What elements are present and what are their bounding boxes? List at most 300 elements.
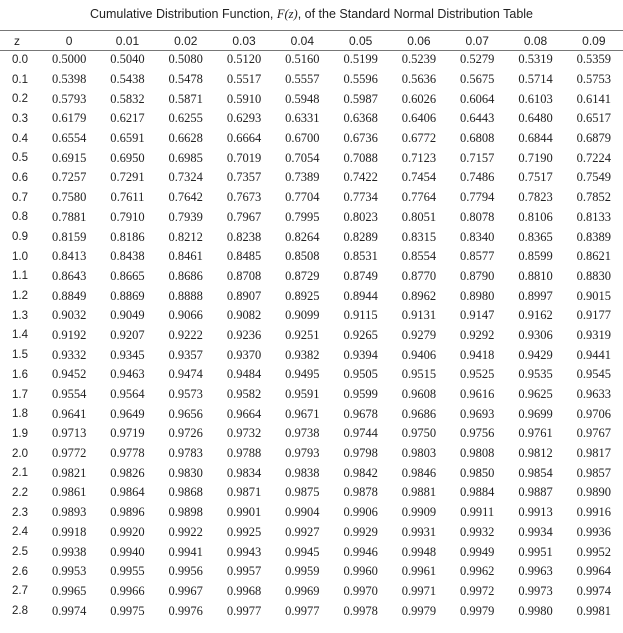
probability-cell: 0.9803 — [401, 446, 437, 461]
probability-cell: 0.8907 — [226, 288, 262, 303]
probability-cell: 0.5948 — [285, 91, 320, 106]
probability-cell: 0.9345 — [110, 347, 145, 362]
probability-cell: 0.9265 — [343, 327, 378, 342]
probability-cell: 0.7190 — [518, 150, 553, 165]
probability-cell: 0.9875 — [285, 485, 320, 500]
probability-cell: 0.5359 — [576, 52, 612, 67]
probability-cell: 0.6591 — [110, 131, 145, 146]
z-value-cell: 0.2 — [12, 93, 28, 106]
probability-cell: 0.9936 — [576, 524, 612, 539]
probability-cell: 0.9649 — [110, 406, 145, 421]
probability-cell: 0.9960 — [343, 564, 378, 579]
probability-cell: 0.9686 — [401, 406, 437, 421]
probability-cell: 0.5000 — [51, 52, 87, 67]
table-row — [0, 463, 623, 483]
z-value-cell: 0.9 — [12, 231, 28, 244]
probability-cell: 0.9279 — [401, 327, 437, 342]
probability-cell: 0.8413 — [51, 249, 87, 264]
probability-cell: 0.9738 — [285, 426, 320, 441]
z-value-cell: 0.1 — [12, 73, 28, 86]
z-value-cell: 2.4 — [12, 526, 28, 539]
probability-cell: 0.7357 — [226, 170, 262, 185]
z-value-cell: 1.4 — [12, 329, 28, 342]
z-value-cell: 1.2 — [12, 290, 28, 303]
probability-cell: 0.9940 — [110, 544, 145, 559]
probability-cell: 0.9920 — [110, 524, 145, 539]
table-row — [0, 129, 623, 149]
probability-cell: 0.9980 — [518, 603, 553, 618]
probability-cell: 0.6255 — [168, 111, 203, 126]
probability-cell: 0.9778 — [110, 446, 145, 461]
probability-cell: 0.7823 — [518, 190, 553, 205]
probability-cell: 0.9964 — [576, 564, 612, 579]
table-row — [0, 168, 623, 188]
probability-cell: 0.8749 — [343, 268, 378, 283]
table-row — [0, 148, 623, 168]
probability-cell: 0.8925 — [285, 288, 320, 303]
probability-cell: 0.9925 — [226, 524, 262, 539]
probability-cell: 0.9656 — [168, 406, 203, 421]
probability-cell: 0.9948 — [401, 544, 437, 559]
probability-cell: 0.7673 — [226, 190, 262, 205]
z-value-cell: 1.6 — [12, 368, 28, 381]
probability-cell: 0.9808 — [460, 446, 495, 461]
probability-cell: 0.9032 — [51, 308, 87, 323]
probability-cell: 0.9974 — [576, 583, 612, 598]
probability-cell: 0.8485 — [226, 249, 262, 264]
probability-cell: 0.9418 — [460, 347, 495, 362]
table-row — [0, 424, 623, 444]
probability-cell: 0.8051 — [401, 209, 437, 224]
table-row — [0, 404, 623, 424]
probability-cell: 0.7549 — [576, 170, 612, 185]
table-row — [0, 50, 623, 70]
probability-cell: 0.6844 — [518, 131, 553, 146]
table-body — [0, 50, 623, 621]
probability-cell: 0.9854 — [518, 465, 553, 480]
table-row — [0, 267, 623, 287]
probability-cell: 0.9887 — [518, 485, 553, 500]
probability-cell: 0.9406 — [401, 347, 437, 362]
probability-cell: 0.9616 — [460, 387, 495, 402]
probability-cell: 0.9977 — [285, 603, 320, 618]
z-value-cell: 0.7 — [12, 191, 28, 204]
probability-cell: 0.9979 — [460, 603, 495, 618]
probability-cell: 0.8461 — [168, 249, 203, 264]
probability-cell: 0.9633 — [576, 387, 612, 402]
probability-cell: 0.9599 — [343, 387, 378, 402]
probability-cell: 0.9918 — [51, 524, 87, 539]
probability-cell: 0.9957 — [226, 564, 262, 579]
probability-cell: 0.5199 — [343, 52, 378, 67]
probability-cell: 0.5040 — [110, 52, 145, 67]
probability-cell: 0.5319 — [518, 52, 553, 67]
probability-cell: 0.9959 — [285, 564, 320, 579]
z-value-cell: 2.3 — [12, 506, 28, 519]
probability-cell: 0.8186 — [110, 229, 145, 244]
probability-cell: 0.9941 — [168, 544, 203, 559]
probability-cell: 0.7910 — [110, 209, 145, 224]
probability-cell: 0.9896 — [110, 505, 145, 520]
probability-cell: 0.8665 — [110, 268, 145, 283]
table-row — [0, 542, 623, 562]
probability-cell: 0.6368 — [343, 111, 378, 126]
probability-cell: 0.6517 — [576, 111, 612, 126]
probability-cell: 0.9207 — [110, 327, 145, 342]
probability-cell: 0.8686 — [168, 268, 203, 283]
probability-cell: 0.9977 — [226, 603, 262, 618]
probability-cell: 0.9761 — [518, 426, 553, 441]
probability-cell: 0.9934 — [518, 524, 553, 539]
probability-cell: 0.9693 — [460, 406, 495, 421]
probability-cell: 0.9370 — [226, 347, 262, 362]
probability-cell: 0.7157 — [460, 150, 495, 165]
probability-cell: 0.9956 — [168, 564, 203, 579]
probability-cell: 0.5636 — [401, 72, 437, 87]
table-row — [0, 503, 623, 523]
z-value-cell: 1.9 — [12, 427, 28, 440]
probability-cell: 0.9793 — [285, 446, 320, 461]
probability-cell: 0.9821 — [51, 465, 87, 480]
probability-cell: 0.9192 — [51, 327, 87, 342]
probability-cell: 0.8790 — [460, 268, 495, 283]
probability-cell: 0.9946 — [343, 544, 378, 559]
probability-cell: 0.5438 — [110, 72, 145, 87]
probability-cell: 0.9850 — [460, 465, 495, 480]
probability-cell: 0.9505 — [343, 367, 378, 382]
probability-cell: 0.9394 — [343, 347, 378, 362]
probability-cell: 0.9049 — [110, 308, 145, 323]
probability-cell: 0.8980 — [460, 288, 495, 303]
probability-cell: 0.8133 — [576, 209, 612, 224]
probability-cell: 0.9974 — [51, 603, 87, 618]
table-row — [0, 70, 623, 90]
probability-cell: 0.7088 — [343, 150, 378, 165]
probability-cell: 0.8944 — [343, 288, 378, 303]
probability-cell: 0.8962 — [401, 288, 437, 303]
probability-cell: 0.9978 — [343, 603, 378, 618]
probability-cell: 0.6480 — [518, 111, 553, 126]
probability-cell: 0.9945 — [285, 544, 320, 559]
probability-cell: 0.8159 — [51, 229, 87, 244]
probability-cell: 0.9965 — [51, 583, 87, 598]
probability-cell: 0.9641 — [51, 406, 87, 421]
probability-cell: 0.9099 — [285, 308, 320, 323]
probability-cell: 0.9981 — [576, 603, 612, 618]
probability-cell: 0.9973 — [518, 583, 553, 598]
probability-cell: 0.9967 — [168, 583, 203, 598]
probability-cell: 0.9292 — [460, 327, 495, 342]
column-header: 0.07 — [465, 33, 489, 48]
probability-cell: 0.8365 — [518, 229, 553, 244]
probability-cell: 0.9625 — [518, 387, 553, 402]
probability-cell: 0.8315 — [401, 229, 437, 244]
z-value-cell: 2.2 — [12, 486, 28, 499]
probability-cell: 0.7389 — [285, 170, 320, 185]
z-value-cell: 0.8 — [12, 211, 28, 224]
probability-cell: 0.9938 — [51, 544, 87, 559]
probability-cell: 0.8078 — [460, 209, 495, 224]
probability-cell: 0.9864 — [110, 485, 145, 500]
probability-cell: 0.9319 — [576, 327, 612, 342]
cdf-table — [0, 31, 623, 621]
probability-cell: 0.9834 — [226, 465, 262, 480]
probability-cell: 0.6664 — [226, 131, 262, 146]
probability-cell: 0.6700 — [285, 131, 320, 146]
z-value-cell: 1.1 — [12, 270, 28, 283]
probability-cell: 0.5596 — [343, 72, 378, 87]
probability-cell: 0.9573 — [168, 387, 203, 402]
table-row — [0, 582, 623, 602]
column-header: 0.05 — [348, 33, 373, 48]
z-value-cell: 2.7 — [12, 585, 28, 598]
probability-cell: 0.9306 — [518, 327, 553, 342]
z-value-cell: 1.3 — [12, 309, 28, 322]
probability-cell: 0.8340 — [460, 229, 495, 244]
probability-cell: 0.9678 — [343, 406, 378, 421]
probability-cell: 0.9452 — [51, 367, 87, 382]
probability-cell: 0.9884 — [460, 485, 495, 500]
probability-cell: 0.9788 — [226, 446, 262, 461]
probability-cell: 0.7123 — [401, 150, 437, 165]
probability-cell: 0.9857 — [576, 465, 612, 480]
probability-cell: 0.9966 — [110, 583, 145, 598]
column-header: 0.02 — [174, 33, 198, 48]
z-value-cell: 1.8 — [12, 408, 28, 421]
probability-cell: 0.9898 — [168, 505, 203, 520]
probability-cell: 0.9861 — [51, 485, 87, 500]
probability-cell: 0.9699 — [518, 406, 553, 421]
probability-cell: 0.8810 — [518, 268, 553, 283]
probability-cell: 0.9798 — [343, 446, 378, 461]
probability-cell: 0.5753 — [576, 72, 612, 87]
probability-cell: 0.7486 — [460, 170, 495, 185]
probability-cell: 0.9582 — [226, 387, 262, 402]
probability-cell: 0.9943 — [226, 544, 262, 559]
probability-cell: 0.9971 — [401, 583, 437, 598]
probability-cell: 0.9332 — [51, 347, 87, 362]
probability-cell: 0.6985 — [168, 150, 203, 165]
probability-cell: 0.9906 — [343, 505, 378, 520]
probability-cell: 0.8888 — [168, 288, 203, 303]
probability-cell: 0.5675 — [460, 72, 495, 87]
probability-cell: 0.7454 — [401, 170, 437, 185]
probability-cell: 0.9767 — [576, 426, 612, 441]
probability-cell: 0.7995 — [285, 209, 320, 224]
table-row — [0, 208, 623, 228]
probability-cell: 0.8212 — [168, 229, 203, 244]
probability-cell: 0.8621 — [576, 249, 612, 264]
probability-cell: 0.9484 — [226, 367, 262, 382]
probability-cell: 0.9429 — [518, 347, 553, 362]
probability-cell: 0.5080 — [168, 52, 203, 67]
probability-cell: 0.9066 — [168, 308, 203, 323]
table-row — [0, 326, 623, 346]
column-header: 0 — [65, 33, 73, 48]
probability-cell: 0.9969 — [285, 583, 320, 598]
column-header: 0.04 — [290, 33, 315, 48]
column-header-z: z — [14, 33, 20, 48]
probability-cell: 0.8389 — [576, 229, 612, 244]
probability-cell: 0.6808 — [460, 131, 495, 146]
probability-cell: 0.9972 — [460, 583, 495, 598]
probability-cell: 0.5557 — [285, 72, 320, 87]
probability-cell: 0.7422 — [343, 170, 378, 185]
table-row — [0, 227, 623, 247]
probability-cell: 0.9236 — [226, 327, 262, 342]
probability-cell: 0.9890 — [576, 485, 612, 500]
probability-cell: 0.9951 — [518, 544, 553, 559]
probability-cell: 0.9830 — [168, 465, 203, 480]
probability-cell: 0.6331 — [285, 111, 320, 126]
probability-cell: 0.9952 — [576, 544, 612, 559]
probability-cell: 0.8554 — [401, 249, 437, 264]
probability-cell: 0.9564 — [110, 387, 145, 402]
z-value-cell: 0.3 — [12, 112, 28, 125]
probability-cell: 0.8508 — [285, 249, 320, 264]
probability-cell: 0.9927 — [285, 524, 320, 539]
probability-cell: 0.9953 — [51, 564, 87, 579]
probability-cell: 0.8264 — [285, 229, 320, 244]
probability-cell: 0.6103 — [518, 91, 553, 106]
probability-cell: 0.9750 — [401, 426, 437, 441]
probability-cell: 0.6736 — [343, 131, 378, 146]
probability-cell: 0.9441 — [576, 347, 612, 362]
probability-cell: 0.7939 — [168, 209, 203, 224]
probability-cell: 0.9846 — [401, 465, 437, 480]
probability-cell: 0.9968 — [226, 583, 262, 598]
probability-cell: 0.5987 — [343, 91, 378, 106]
probability-cell: 0.7734 — [343, 190, 378, 205]
probability-cell: 0.5793 — [51, 91, 87, 106]
probability-cell: 0.9177 — [576, 308, 612, 323]
probability-cell: 0.9911 — [460, 505, 495, 520]
probability-cell: 0.7257 — [51, 170, 87, 185]
column-header: 0.06 — [407, 33, 431, 48]
probability-cell: 0.7324 — [168, 170, 203, 185]
probability-cell: 0.9251 — [285, 327, 320, 342]
header-row — [0, 31, 623, 50]
probability-cell: 0.8830 — [576, 268, 612, 283]
probability-cell: 0.7580 — [51, 190, 87, 205]
probability-cell: 0.9955 — [110, 564, 145, 579]
probability-cell: 0.8238 — [226, 229, 262, 244]
probability-cell: 0.9975 — [110, 603, 145, 618]
probability-cell: 0.9772 — [51, 446, 87, 461]
probability-cell: 0.5517 — [226, 72, 262, 87]
probability-cell: 0.7852 — [576, 190, 612, 205]
table-row — [0, 286, 623, 306]
probability-cell: 0.6026 — [401, 91, 437, 106]
probability-cell: 0.9608 — [401, 387, 437, 402]
probability-cell: 0.9671 — [285, 406, 320, 421]
table-row — [0, 562, 623, 582]
table-row — [0, 601, 623, 621]
title-suffix: , of the Standard Normal Distribution Table — [297, 7, 534, 21]
probability-cell: 0.9535 — [518, 367, 553, 382]
probability-cell: 0.6293 — [226, 111, 262, 126]
probability-cell: 0.9162 — [518, 308, 553, 323]
probability-cell: 0.9082 — [226, 308, 262, 323]
table-row — [0, 385, 623, 405]
probability-cell: 0.5871 — [168, 91, 203, 106]
z-value-cell: 0.6 — [12, 171, 28, 184]
probability-cell: 0.9382 — [285, 347, 320, 362]
z-value-cell: 0.4 — [12, 132, 28, 145]
column-header: 0.08 — [523, 33, 548, 48]
probability-cell: 0.8643 — [51, 268, 87, 283]
probability-cell: 0.9871 — [226, 485, 262, 500]
probability-cell: 0.5910 — [226, 91, 262, 106]
probability-cell: 0.9463 — [110, 367, 145, 382]
z-value-cell: 0.0 — [12, 53, 28, 66]
table-title — [0, 7, 623, 22]
probability-cell: 0.8708 — [226, 268, 262, 283]
probability-cell: 0.7794 — [460, 190, 495, 205]
probability-cell: 0.9732 — [226, 426, 262, 441]
table-row — [0, 444, 623, 464]
probability-cell: 0.8289 — [343, 229, 378, 244]
table-row — [0, 345, 623, 365]
probability-cell: 0.5239 — [401, 52, 437, 67]
probability-cell: 0.9664 — [226, 406, 262, 421]
probability-cell: 0.9783 — [168, 446, 203, 461]
probability-cell: 0.9979 — [401, 603, 437, 618]
probability-cell: 0.8599 — [518, 249, 553, 264]
probability-cell: 0.5832 — [110, 91, 145, 106]
table-row — [0, 109, 623, 129]
z-value-cell: 1.0 — [12, 250, 28, 263]
probability-cell: 0.7054 — [285, 150, 320, 165]
table-row — [0, 247, 623, 267]
probability-cell: 0.9932 — [460, 524, 495, 539]
probability-cell: 0.6179 — [51, 111, 87, 126]
probability-cell: 0.9474 — [168, 367, 203, 382]
probability-cell: 0.5160 — [285, 52, 320, 67]
probability-cell: 0.9838 — [285, 465, 320, 480]
probability-cell: 0.7764 — [401, 190, 437, 205]
probability-cell: 0.8849 — [51, 288, 87, 303]
z-value-cell: 2.1 — [12, 467, 28, 480]
probability-cell: 0.9817 — [576, 446, 612, 461]
table-row — [0, 523, 623, 543]
probability-cell: 0.9591 — [285, 387, 320, 402]
probability-cell: 0.9015 — [576, 288, 612, 303]
probability-cell: 0.9881 — [401, 485, 437, 500]
z-value-cell: 0.5 — [12, 152, 28, 165]
probability-cell: 0.9812 — [518, 446, 553, 461]
probability-cell: 0.9961 — [401, 564, 437, 579]
probability-cell: 0.5120 — [226, 52, 262, 67]
probability-cell: 0.9868 — [168, 485, 203, 500]
probability-cell: 0.9515 — [401, 367, 437, 382]
probability-cell: 0.8729 — [285, 268, 320, 283]
probability-cell: 0.9931 — [401, 524, 437, 539]
probability-cell: 0.7704 — [285, 190, 320, 205]
probability-cell: 0.6915 — [51, 150, 87, 165]
probability-cell: 0.9970 — [343, 583, 378, 598]
probability-cell: 0.9554 — [51, 387, 87, 402]
column-header: 0.03 — [232, 33, 256, 48]
probability-cell: 0.9909 — [401, 505, 437, 520]
probability-cell: 0.8106 — [518, 209, 553, 224]
probability-cell: 0.9949 — [460, 544, 495, 559]
table-row — [0, 483, 623, 503]
probability-cell: 0.9901 — [226, 505, 262, 520]
probability-cell: 0.5478 — [168, 72, 203, 87]
probability-cell: 0.9842 — [343, 465, 378, 480]
z-value-cell: 2.5 — [12, 546, 28, 559]
